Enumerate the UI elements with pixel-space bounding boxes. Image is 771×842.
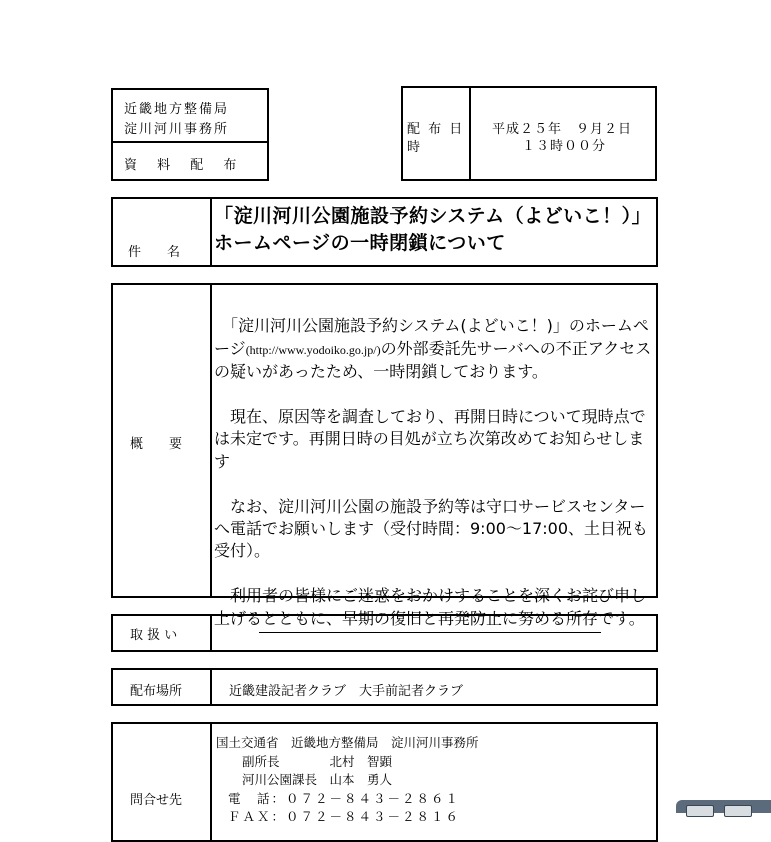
summary-url: (http://www.yodoiko.go.jp/) <box>245 342 381 357</box>
summary-paragraph-4: 利用者の皆様にご迷惑をおかけすることを深くお詫び申し上げるとともに、早期の復旧と再発防止に努める所存です。 <box>214 586 647 628</box>
summary-paragraph-2: 現在、原因等を調査しており、再開日時について現時点では未定です。再開日時の目処が立ち次第改めてお知らせします <box>214 407 646 471</box>
issuer-line1: 近畿地方整備局 <box>124 102 230 117</box>
subject-title: 「淀川河川公園施設予約システム（よどいこ！）」ホームページの一時閉鎖について <box>214 205 652 254</box>
distribution-label-1: 配 布 日 <box>407 122 465 137</box>
contact-person-1: 副所長 北村 智顕 <box>242 753 393 769</box>
page-layout-button[interactable] <box>724 805 752 817</box>
place-value: 近畿建設記者クラブ 大手前記者クラブ <box>229 684 464 699</box>
summary-paragraph-3: なお、淀川河川公園の施設予約等は守口サービスセンターへ電話でお願いします（受付時間：9:00～17:00、土日祝も受付）。 <box>214 496 649 561</box>
place-label: 配布場所 <box>130 684 183 699</box>
summary-p1-before: 「淀川河川公園施設予約システム(よどいこ！)」のホームページ <box>214 316 649 358</box>
distribution-date: 平成２５年 ９月２日 <box>492 122 633 137</box>
issuer-line2: 淀川河川事務所 <box>124 122 230 137</box>
subject-label: 件 名 <box>128 245 181 260</box>
contact-phone: 電 話：０７２－８４３－２８６１ <box>228 790 461 806</box>
handling-box <box>111 614 658 652</box>
summary-p1-after: の外部委託先サーバへの不正アクセスの疑いがあったため、一時閉鎖しております。 <box>214 338 652 382</box>
handling-blank-line <box>259 632 601 633</box>
distribution-label-2: 時 <box>407 140 423 155</box>
contact-label: 問合せ先 <box>130 793 183 808</box>
summary-text <box>214 293 660 653</box>
document-type: 資 料 配 布 <box>124 158 239 173</box>
distribution-time: １３時００分 <box>522 139 607 154</box>
page-view-button[interactable] <box>686 805 714 817</box>
contact-fax: ＦＡＸ：０７２－８４３－２８１６ <box>228 809 461 824</box>
summary-paragraph-1 <box>214 315 660 383</box>
viewer-toolbar[interactable] <box>676 800 771 813</box>
contact-person-2: 河川公園課長 山本 勇人 <box>242 772 393 787</box>
summary-label: 概 要 <box>130 437 183 452</box>
contact-org: 国土交通省 近畿地方整備局 淀川河川事務所 <box>216 735 479 750</box>
handling-label: 取 扱 い <box>130 628 178 643</box>
